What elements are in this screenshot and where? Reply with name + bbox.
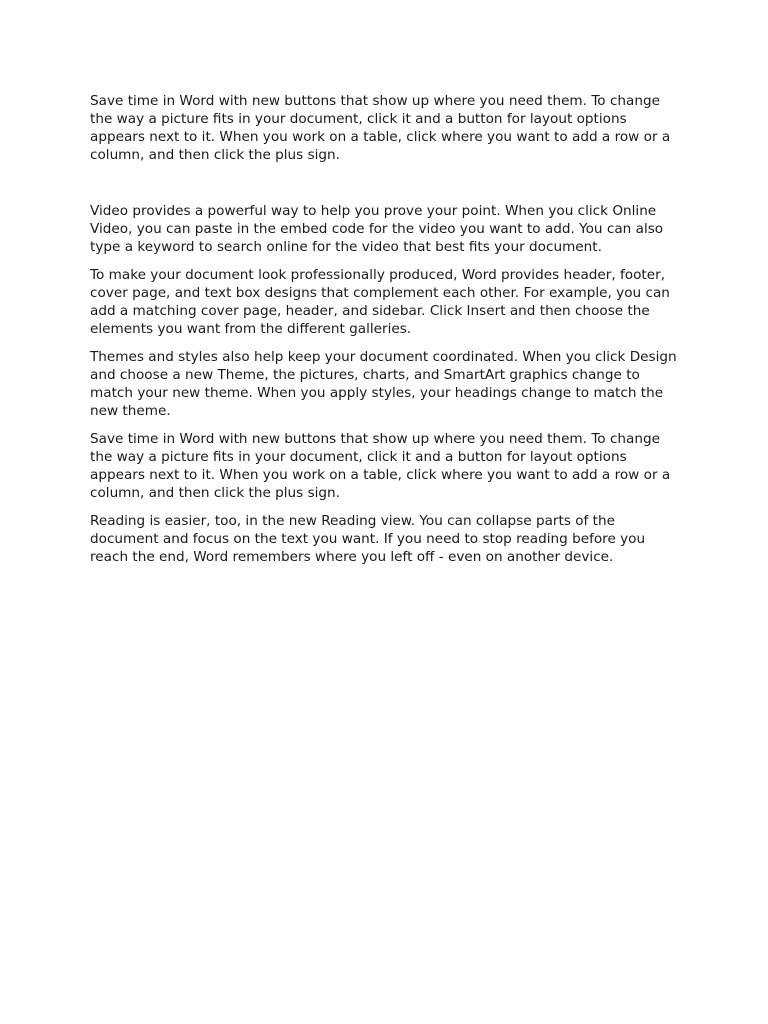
paragraph-2: Video provides a powerful way to help you prove your point. When you click Online Video, you can paste in the embed code for the video you want to add. You can also type a keyword to search online for the video that best fits your document. <box>90 203 664 255</box>
paragraph-1: Save time in Word with new buttons that show up where you need them. To change the way a picture fits in your document, click it and a button for layout options appears next to it. When you work on a table, click where you want to add a row or a column, and then click the plus sign. <box>90 93 671 163</box>
paragraph-3: To make your document look professionally produced, Word provides header, footer, cover page, and text box designs that complement each other. For example, you can add a matching cover page, header, and sidebar. Click Insert and then choose the elements you want from the different galleries. <box>90 267 670 337</box>
paragraph-5: Save time in Word with new buttons that show up where you need them. To change the way a picture fits in your document, click it and a button for layout options appears next to it. When you work on a table, click where you want to add a row or a column, and then click the plus sign. <box>90 431 671 501</box>
paragraph-6: Reading is easier, too, in the new Reading view. You can collapse parts of the document and focus on the text you want. If you need to stop reading before you reach the end, Word remembers where you left off - even on another device. <box>90 513 646 565</box>
paragraph-4: Themes and styles also help keep your document coordinated. When you click Design and choose a new Theme, the pictures, charts, and SmartArt graphics change to match your new theme. When you apply styles, your headings change to match the new theme. <box>90 349 677 419</box>
document-body <box>90 92 682 576</box>
